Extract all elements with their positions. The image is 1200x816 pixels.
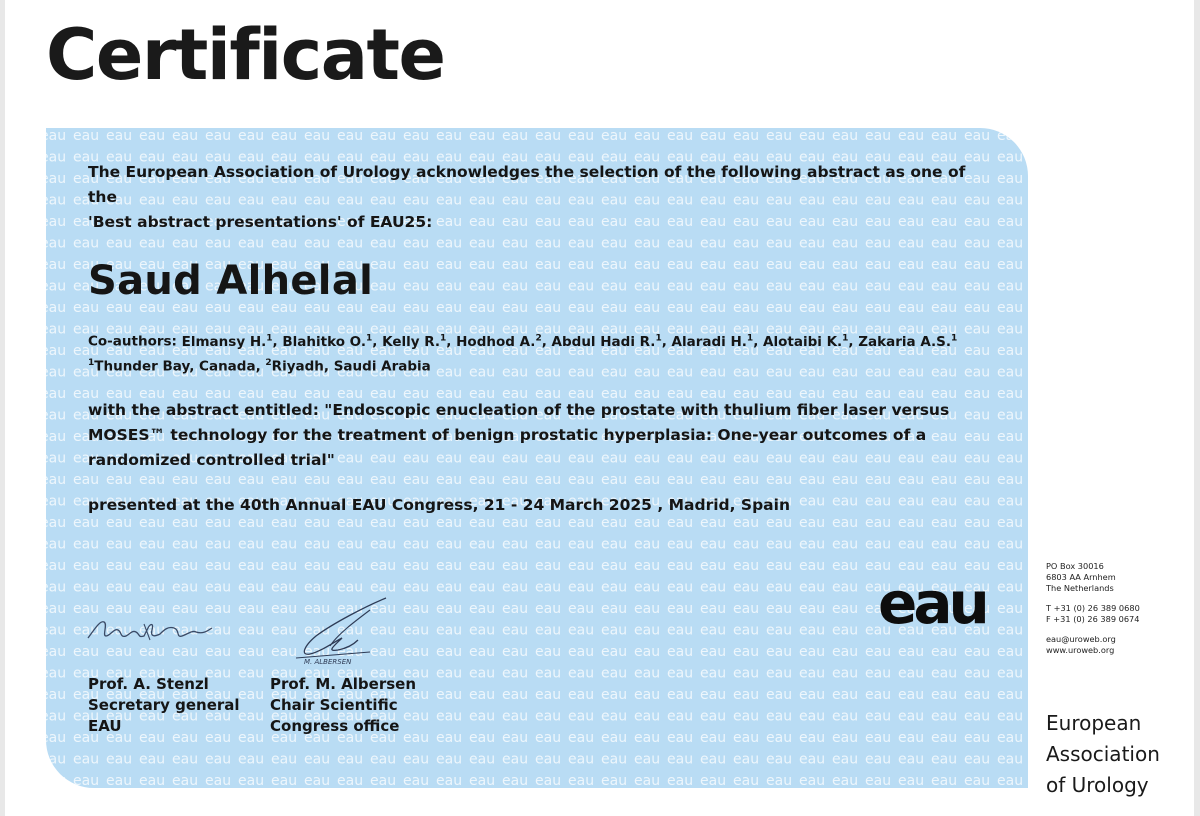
coauthor-affiliation-mark: 1: [440, 333, 447, 343]
coauthor: Elmansy H.$^1$: [181, 333, 273, 350]
coauthor: Blahitko O.$^1$: [282, 333, 373, 350]
signatory-2-org: Congress office: [270, 717, 400, 735]
coauthor: Kelly R.$^1$: [382, 333, 447, 350]
coauthor-list: Elmansy H.$^1$, Blahitko O.$^1$, Kelly R.$^1$, Hodhod A.$^2$, Abdul Hadi R.$^1$, Alaradi H.$^1$, Alotaibi K.$^1$, Zakaria A.S.$^1$: [181, 333, 958, 350]
affiliation-place: Riyadh, Saudi Arabia: [271, 358, 431, 374]
signatory-2-name: Prof. M. Albersen: [270, 675, 417, 693]
phone: T +31 (0) 26 389 0680: [1046, 603, 1140, 613]
stenzl-signature: [84, 610, 224, 650]
coauthor-affiliation-mark: 1: [266, 333, 273, 343]
page-edge-left: [0, 0, 5, 816]
signatory-1-role: Secretary general: [88, 696, 240, 714]
signatory-2-role: Chair Scientific: [270, 696, 398, 714]
coauthor: Alaradi H.$^1$: [671, 333, 754, 350]
coauthor: Alotaibi K.$^1$: [763, 333, 849, 350]
coauthor-affiliation-mark: 1: [951, 333, 958, 343]
org-name-line-1: European: [1046, 711, 1142, 735]
affiliations-line: $^1$Thunder Bay, Canada, $^2$Riyadh, Saudi Arabia: [88, 357, 431, 374]
coauthor-affiliation-mark: 1: [746, 333, 754, 343]
org-name-line-2: Association: [1046, 742, 1160, 766]
address-line-2: 6803 AA Arnhem: [1046, 572, 1116, 582]
coauthor-affiliation-mark: 1: [655, 333, 662, 343]
org-name-line-3: of Urology: [1046, 773, 1149, 797]
coauthor: Zakaria A.S.$^1$: [858, 333, 958, 350]
affiliation-number: 1: [88, 357, 95, 368]
certificate-title: Certificate: [46, 14, 445, 96]
page-edge-right: [1194, 0, 1200, 816]
affiliation-number: 2: [265, 357, 272, 368]
abstract-title: with the abstract entitled: "Endoscopic enucleation of the prostate with thulium fiber laser versus MOSES™ technology for the treatment of benign prostatic hyperplasia: One-year outcomes of a randomized controlled trial": [88, 401, 950, 469]
certificate-panel: [46, 128, 1028, 788]
organization-name: [1046, 708, 1160, 801]
coauthor-affiliation-mark: 1: [365, 333, 373, 343]
signatory-1-name: Prof. A. Stenzl: [88, 675, 209, 693]
contact-block: [1046, 561, 1140, 656]
eau-logo: eau: [878, 569, 986, 637]
intro-line-1: The European Association of Urology acknowledges the selection of the following abstract as one of the: [88, 163, 966, 206]
intro-line-2: 'Best abstract presentations' of EAU25:: [88, 213, 433, 231]
email-link[interactable]: eau@uroweb.org: [1046, 634, 1116, 644]
coauthor: Hodhod A.$^2$: [456, 333, 542, 350]
signature-caption: M. ALBERSEN: [304, 658, 352, 666]
coauthors-line: [88, 327, 988, 353]
coauthor: Abdul Hadi R.$^1$: [551, 333, 662, 350]
affiliation-place: Thunder Bay, Canada: [94, 358, 256, 374]
address-line-3: The Netherlands: [1046, 583, 1114, 593]
signatory-1-org: EAU: [88, 717, 122, 735]
fax: F +31 (0) 26 389 0674: [1046, 614, 1140, 624]
congress-info: presented at the 40th Annual EAU Congress, 21 - 24 March 2025 , Madrid, Spain: [88, 496, 790, 514]
signatory-1: [88, 674, 240, 737]
certificate-body: [88, 160, 988, 518]
signatory-2: [270, 674, 416, 737]
coauthor-affiliation-mark: 2: [535, 333, 542, 343]
albersen-signature: [274, 590, 404, 670]
intro-text: [88, 160, 988, 235]
website-link[interactable]: www.uroweb.org: [1046, 645, 1115, 655]
recipient-name: Saud Alhelal: [88, 258, 374, 304]
coauthor-affiliation-mark: 1: [842, 333, 849, 343]
address-line-1: PO Box 30016: [1046, 561, 1104, 571]
coauthors-label: Co-authors:: [88, 333, 182, 350]
